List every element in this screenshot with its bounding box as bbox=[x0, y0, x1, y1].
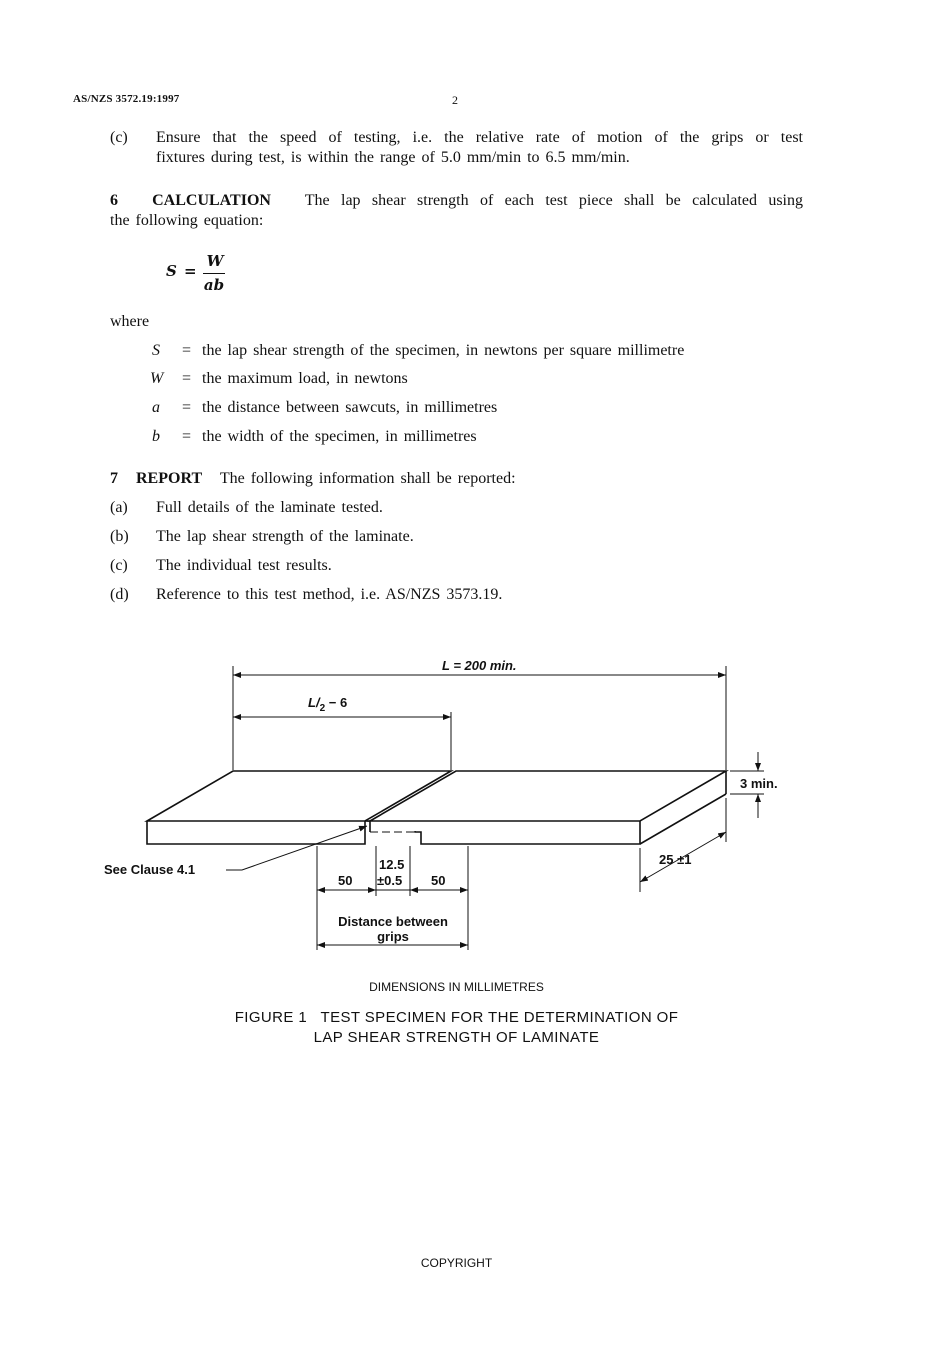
figure-caption-line1: FIGURE 1 TEST SPECIMEN FOR THE DETERMINATION OF bbox=[234, 1009, 679, 1026]
calculation-text-line2: the following equation: bbox=[110, 212, 264, 229]
item-c-letter: (c) bbox=[110, 129, 128, 146]
specimen-left-top bbox=[147, 771, 451, 821]
report-item-text: Full details of the laminate tested. bbox=[156, 499, 383, 516]
equation-denominator: ab bbox=[203, 276, 225, 294]
definition-symbol: a bbox=[152, 399, 160, 416]
definition-text: the width of the specimen, in millimetres bbox=[202, 428, 477, 445]
report-item-letter: (a) bbox=[110, 499, 128, 516]
where-label: where bbox=[110, 313, 150, 330]
report-item-letter: (b) bbox=[110, 528, 129, 545]
calculation-text-line1: The lap shear strength of each test piece shall be calculated using bbox=[304, 192, 803, 209]
copyright-footer: COPYRIGHT bbox=[420, 1256, 493, 1270]
calculation-number: 6 bbox=[110, 192, 118, 209]
thickness-label: 3 min. bbox=[740, 776, 778, 791]
report-item-text: The lap shear strength of the laminate. bbox=[156, 528, 414, 545]
grips-label-line1: Distance between bbox=[338, 914, 448, 929]
report-item-letter: (c) bbox=[110, 557, 128, 574]
specimen-left-front bbox=[147, 821, 365, 844]
report-item-letter: (d) bbox=[110, 586, 129, 603]
definition-equals: = bbox=[182, 428, 192, 445]
length-label-text: L = 200 min. bbox=[442, 658, 517, 673]
specimen-right-front bbox=[415, 821, 640, 844]
page-number: 2 bbox=[452, 93, 458, 107]
definition-text: the lap shear strength of the specimen, in newtons per square millimetre bbox=[202, 342, 685, 359]
specimen-right-bottom-edge bbox=[640, 794, 726, 844]
definition-text: the distance between sawcuts, in millimetres bbox=[202, 399, 498, 416]
figure-caption bbox=[0, 1008, 913, 1048]
definition-equals: = bbox=[182, 370, 192, 387]
equation-numerator: W bbox=[206, 252, 224, 270]
dimension-label-right: 50 bbox=[431, 873, 446, 888]
report-item-text: Reference to this test method, i.e. AS/NZS 3573.19. bbox=[156, 586, 503, 603]
equation-equals: = bbox=[184, 262, 197, 280]
dimension-label-mid-bottom: ±0.5 bbox=[377, 873, 403, 888]
definition-text: the maximum load, in newtons bbox=[202, 370, 408, 387]
width-label: 25 ±1 bbox=[659, 852, 692, 867]
definition-symbol: b bbox=[152, 428, 160, 445]
report-number: 7 bbox=[110, 470, 118, 487]
report-item-text: The individual test results. bbox=[156, 557, 332, 574]
definition-equals: = bbox=[182, 399, 192, 416]
definition-symbol: W bbox=[150, 370, 164, 387]
equation-lhs: S bbox=[166, 262, 177, 280]
report-intro: The following information shall be reported: bbox=[219, 470, 516, 487]
grips-label-line2: grips bbox=[377, 929, 409, 944]
dimension-label-mid-top: 12.5 bbox=[379, 857, 405, 872]
standard-number: AS/NZS 3572.19:1997 bbox=[73, 93, 180, 105]
definition-equals: = bbox=[182, 342, 192, 359]
clause-label: See Clause 4.1 bbox=[104, 862, 196, 877]
half-length-label: $L/_2 - 6$ bbox=[308, 695, 348, 714]
definition-symbol: S bbox=[152, 342, 160, 359]
calculation-heading: CALCULATION bbox=[152, 192, 271, 209]
dimension-label-left: 50 bbox=[338, 873, 353, 888]
report-heading: REPORT bbox=[136, 470, 203, 487]
item-c-line2: fixtures during test, is within the range of 5.0 mm/min to 6.5 mm/min. bbox=[156, 149, 630, 166]
item-c-line1: Ensure that the speed of testing, i.e. the relative rate of motion of the grips or test bbox=[156, 129, 803, 146]
length-label bbox=[442, 658, 517, 673]
units-note: DIMENSIONS IN MILLIMETRES bbox=[369, 980, 544, 994]
figure-caption-line2: LAP SHEAR STRENGTH OF LAMINATE bbox=[313, 1029, 600, 1046]
specimen-right-top bbox=[370, 771, 726, 821]
clause-leader-line bbox=[226, 826, 367, 870]
